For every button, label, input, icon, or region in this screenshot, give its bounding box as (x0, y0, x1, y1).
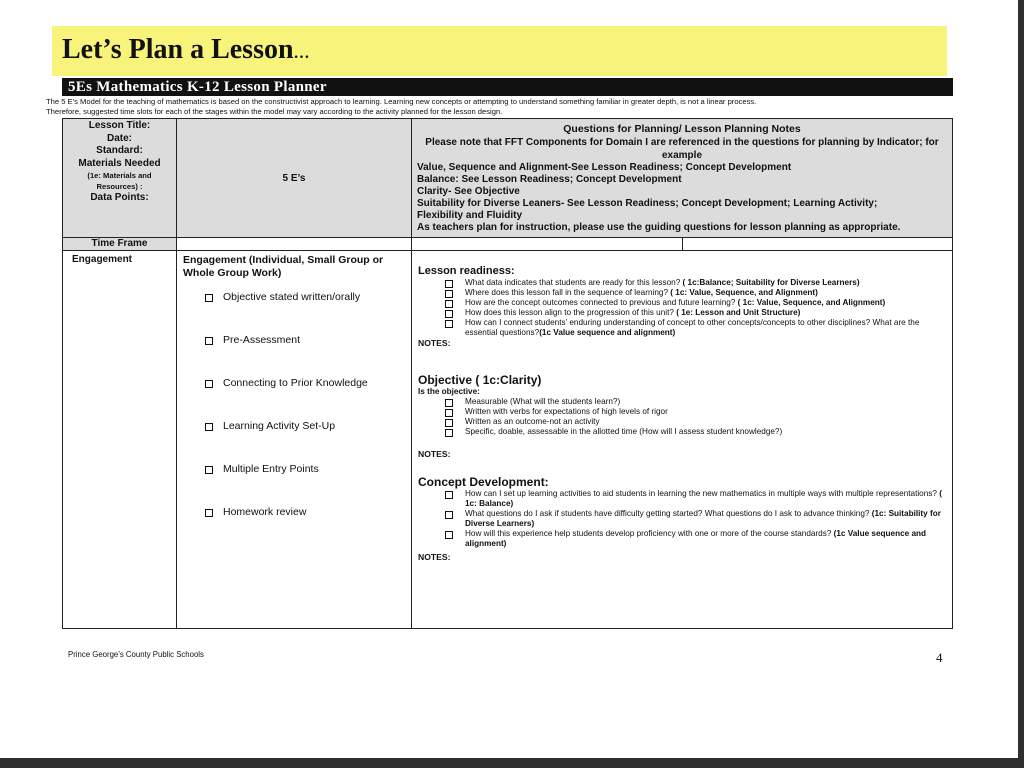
lesson-planner-table (62, 118, 953, 629)
lesson-title-label: Lesson Title: (88, 120, 151, 131)
checkbox-icon (205, 294, 213, 302)
notes-label: NOTES: (418, 552, 451, 562)
list-item: How will this experience help students develop proficiency with one or more of the course standards? (1c Value sequence and alignment) (445, 529, 946, 549)
lesson-readiness-heading: Lesson readiness: (418, 265, 515, 277)
checkbox-icon (445, 511, 453, 519)
checkbox-icon (445, 419, 453, 427)
checkbox-icon (445, 531, 453, 539)
data-points-label: Data Points: (90, 192, 149, 203)
intro-text (46, 97, 951, 116)
checkbox-icon (445, 290, 453, 298)
checkbox-icon (445, 310, 453, 318)
questions-line: Clarity- See Objective (417, 186, 520, 197)
questions-line: Suitability for Diverse Leaners- See Lesson Readiness; Concept Development; Learning Activity; (417, 198, 878, 209)
list-item: Connecting to Prior Knowledge (205, 377, 405, 420)
questions-line: Balance: See Lesson Readiness; Concept Development (417, 174, 682, 185)
concept-development-heading: Concept Development: (418, 475, 549, 489)
slide-title: Let’s Plan a Lesson… (62, 34, 310, 65)
objective-subheading: Is the objective: (418, 387, 480, 396)
list-item: How can I connect students’ enduring understanding of concept to other concepts/concepts to other disciplines? What are the essential questions?(1c Value sequence and alignment) (445, 318, 946, 338)
notes-label: NOTES: (418, 338, 451, 348)
engagement-heading: Engagement (Individual, Small Group or Whole Group Work) (183, 254, 384, 279)
list-item: How are the concept outcomes connected to previous and future learning? ( 1c: Value, Sequence, and Alignment) (445, 298, 946, 308)
time-frame-row (63, 238, 953, 251)
checkbox-icon (205, 509, 213, 517)
checkbox-icon (445, 399, 453, 407)
questions-line: As teachers plan for instruction, please use the guiding questions for lesson planning as appropriate. (417, 222, 901, 233)
questions-note: Please note that FFT Components for Domain I are referenced in the questions for planning by Indicator; for example (425, 137, 939, 161)
list-item: Homework review (205, 506, 405, 549)
lesson-readiness-list (418, 278, 946, 338)
document-header (62, 78, 953, 96)
materials-note: (1e: Materials and (87, 171, 152, 180)
checkbox-icon (205, 337, 213, 345)
materials-label: Materials Needed (78, 157, 161, 169)
document-header-text: 5Es Mathematics K-12 Lesson Planner (68, 79, 327, 95)
list-item: How can I set up learning activities to aid students in learning the new mathematics in multiple ways with multiple representations? ( 1c: Balance) (445, 489, 946, 509)
list-item: Written as an outcome-not an activity (445, 417, 946, 427)
list-item: What data indicates that students are ready for this lesson? ( 1c:Balance; Suitability for Diverse Learners) (445, 278, 946, 288)
time-frame-cell (412, 238, 953, 251)
page-number: 4 (936, 650, 943, 665)
list-item: What questions do I ask if students have difficulty getting started? What questions do I ask to advance thinking? (1c: Suitability for Diverse Learners) (445, 509, 946, 529)
list-item: Specific, doable, assessable in the allotted time (How will I assess student knowledge?) (445, 427, 946, 437)
time-frame-split (412, 238, 952, 250)
questions-line: Value, Sequence and Alignment-See Lesson Readiness; Concept Development (417, 162, 792, 173)
checkbox-icon (205, 466, 213, 474)
list-item: Multiple Entry Points (205, 463, 405, 506)
list-item: Measurable (What will the students learn?) (445, 397, 946, 407)
time-frame-label: Time Frame (63, 238, 177, 251)
objective-list (418, 397, 946, 437)
checkbox-icon (445, 491, 453, 499)
lesson-info-cell (63, 119, 177, 238)
checkbox-icon (205, 423, 213, 431)
checkbox-icon (445, 409, 453, 417)
list-item: Where does this lesson fall in the sequence of learning? ( 1c: Value, Sequence, and Alignment) (445, 288, 946, 298)
checkbox-icon (445, 320, 453, 328)
engagement-cell (177, 251, 412, 629)
objective-heading: Objective ( 1c:Clarity) (418, 373, 542, 387)
standard-label: Standard: (96, 145, 143, 156)
title-bar (52, 26, 947, 76)
header-row (63, 119, 953, 238)
questions-line: Flexibility and Fluidity (417, 210, 523, 221)
checkbox-icon (445, 429, 453, 437)
engagement-row (63, 251, 953, 629)
date-label: Date: (106, 132, 132, 144)
list-item: Objective stated written/orally (205, 291, 405, 334)
materials-note: Resources) : (96, 182, 143, 191)
questions-header-cell (412, 119, 953, 238)
checkbox-icon (445, 280, 453, 288)
list-item: Written with verbs for expectations of high levels of rigor (445, 407, 946, 417)
concept-development-list (418, 489, 946, 549)
engagement-label: Engagement (63, 251, 177, 629)
checkbox-icon (205, 380, 213, 388)
footer-text: Prince George’s County Public Schools (68, 650, 204, 659)
intro-line: The 5 E’s Model for the teaching of mathematics is based on the constructivist approach to learning. Learning new concepts or attempting to understand something familiar in greater depth, is not a linear process. (46, 97, 757, 106)
checkbox-icon (445, 300, 453, 308)
intro-line: Therefore, suggested time slots for each of the stages within the model may vary according to the activity planned for the lesson design. (46, 106, 503, 116)
time-frame-cell (177, 238, 412, 251)
list-item: Pre-Assessment (205, 334, 405, 377)
questions-title: Questions for Planning/ Lesson Planning Notes (563, 123, 801, 135)
list-item: Learning Activity Set-Up (205, 420, 405, 463)
engagement-list (183, 291, 405, 549)
five-es-cell: 5 E’s (177, 119, 412, 238)
list-item: How does this lesson align to the progression of this unit? ( 1e: Lesson and Unit Structure) (445, 308, 946, 318)
planning-notes-cell (412, 251, 953, 629)
notes-label: NOTES: (418, 449, 451, 459)
